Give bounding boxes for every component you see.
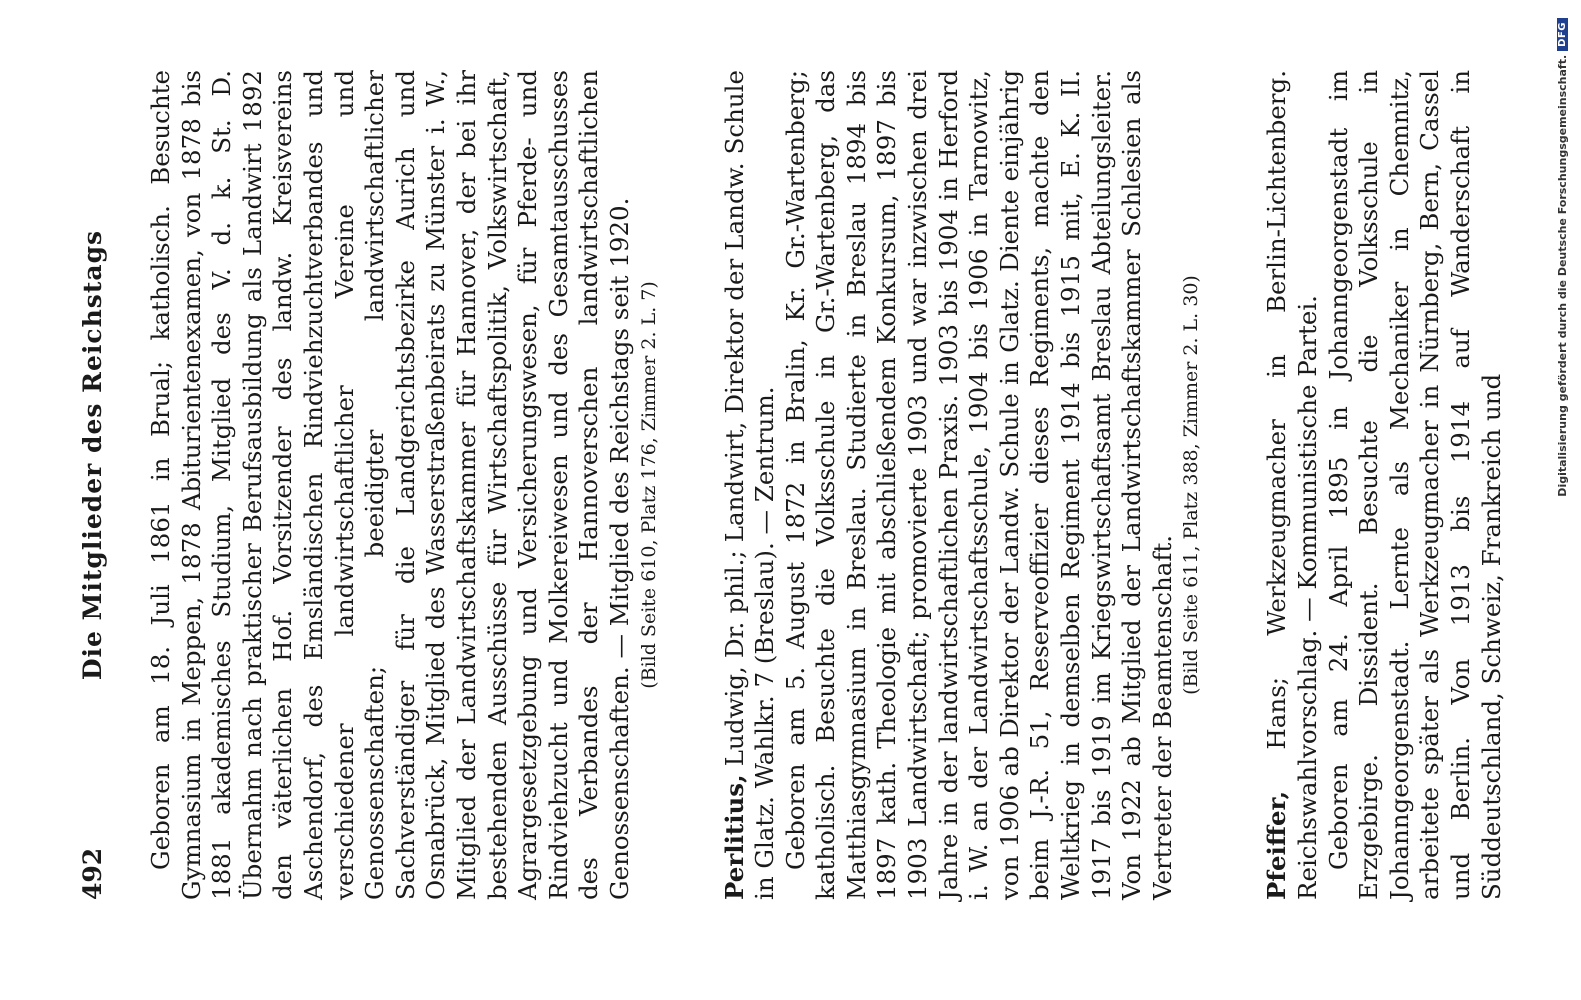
page-number: 492	[78, 847, 107, 900]
digitization-credit-text: Digitalisierung gefördert durch die Deutsche Forschungsgemeinschaft.	[1555, 54, 1569, 497]
entry-3-heading	[1262, 70, 1323, 900]
entry-2-name: Perlitius,	[719, 774, 749, 900]
entry-2-picture-note: (Bild Seite 611, Platz 388, Zimmer 2. L. 30)	[1180, 275, 1203, 695]
biography-entry-1	[146, 70, 662, 900]
running-title: Die Mitglieder des Reichstags	[78, 229, 107, 681]
biography-entry-2	[720, 70, 1205, 900]
entry-1-picture-note: (Bild Seite 610, Platz 176, Zimmer 2. L. 7)	[637, 281, 660, 689]
dfg-logo: DFG	[1557, 18, 1568, 51]
entry-2-heading	[720, 70, 781, 900]
entry-3-name: Pfeiffer,	[1262, 790, 1292, 900]
digitization-credit	[1548, 18, 1576, 982]
entry-3-summary: Hans; Werkzeugmacher in Berlin-Lichtenberg. Reichswahlvorschlag. — Kommunistische Partei.	[1262, 70, 1322, 900]
entry-1-text: Geboren am 18. Juli 1861 in Brual; katholisch. Besuchte Gymnasium in Meppen, 1878 Abiturientenexamen, von 1878 bis 1881 akademisches Studium, Mitglied des V. d. k. St. D. Übernahm nach praktischer Berufsausbildung als Landwirt 1892 den väterlichen Hof. Vorsitzender des landw. Kreisvereins Aschendorf, des Emsländischen Rindviehzuchtverbandes und verschiedener landwirtschaftlicher Vereine und Genossenschaften; beeidigter landwirtschaftlicher Sachverständiger für die Landgerichtsbezirke Aurich und Osnabrück, Mitglied des Wasserstraßenbeirats zu Münster i. W., Mitglied der Landwirtschaftskammer für Hannover, der bei ihr bestehenden Ausschüsse für Wirtschaftspolitik, Volkswirtschaft, Agrargesetzgebung und Versicherungswesen, für Pferde- und Rindviehzucht und Molkereiwesen und des Gesamtausschusses des Verbandes der Hannoverschen landwirtschaftlichen Genossenschaften. — Mitglied des Reichstags seit 1920.	[146, 70, 634, 900]
biography-entry-3	[1262, 70, 1507, 900]
entry-3-text: Geboren am 24. April 1895 in Johanngeorgenstadt im Erzgebirge. Dissident. Besuchte die Volksschule in Johanngeorgenstadt. Lernte als Mechaniker in Chemnitz, arbeitete später als Werkzeugmacher in Nürnberg, Bern, Cassel und Berlin. Von 1913 bis 1914 auf Wanderschaft in Süddeutschland, Schweiz, Frankreich und	[1323, 70, 1506, 900]
page-header	[78, 70, 118, 900]
entry-2-text: Geboren am 5. August 1872 in Bralin, Kr. Gr.-Wartenberg; katholisch. Besuchte die Volksschule in Gr.-Wartenberg, das Matthiasgymnasium in Breslau. Studierte in Breslau 1894 bis 1897 kath. Theologie mit abschließendem Konkursum, 1897 bis 1903 Landwirtschaft; promovierte 1903 und war inzwischen drei Jahre in der landwirtschaftlichen Praxis. 1903 bis 1904 in Herford i. W. an der Landwirtschaftsschule, 1904 bis 1906 in Tarnowitz, von 1906 ab Direktor der Landw. Schule in Glatz. Diente einjährig beim J.-R. 51, Reserveoffizier dieses Regiments, machte den Weltkrieg in demselben Regiment 1914 bis 1915 mit, E. K. II. 1917 bis 1919 im Kriegswirtschaftsamt Breslau Abteilungsleiter. Von 1922 ab Mitglied der Landwirtschaftskammer Schlesien als Vertreter der Beamtenschaft.	[780, 70, 1177, 900]
entry-2-summary: Ludwig, Dr. phil.; Landwirt, Direktor der Landw. Schule in Glatz. Wahlkr. 7 (Breslau). — Zentrum.	[719, 69, 780, 900]
